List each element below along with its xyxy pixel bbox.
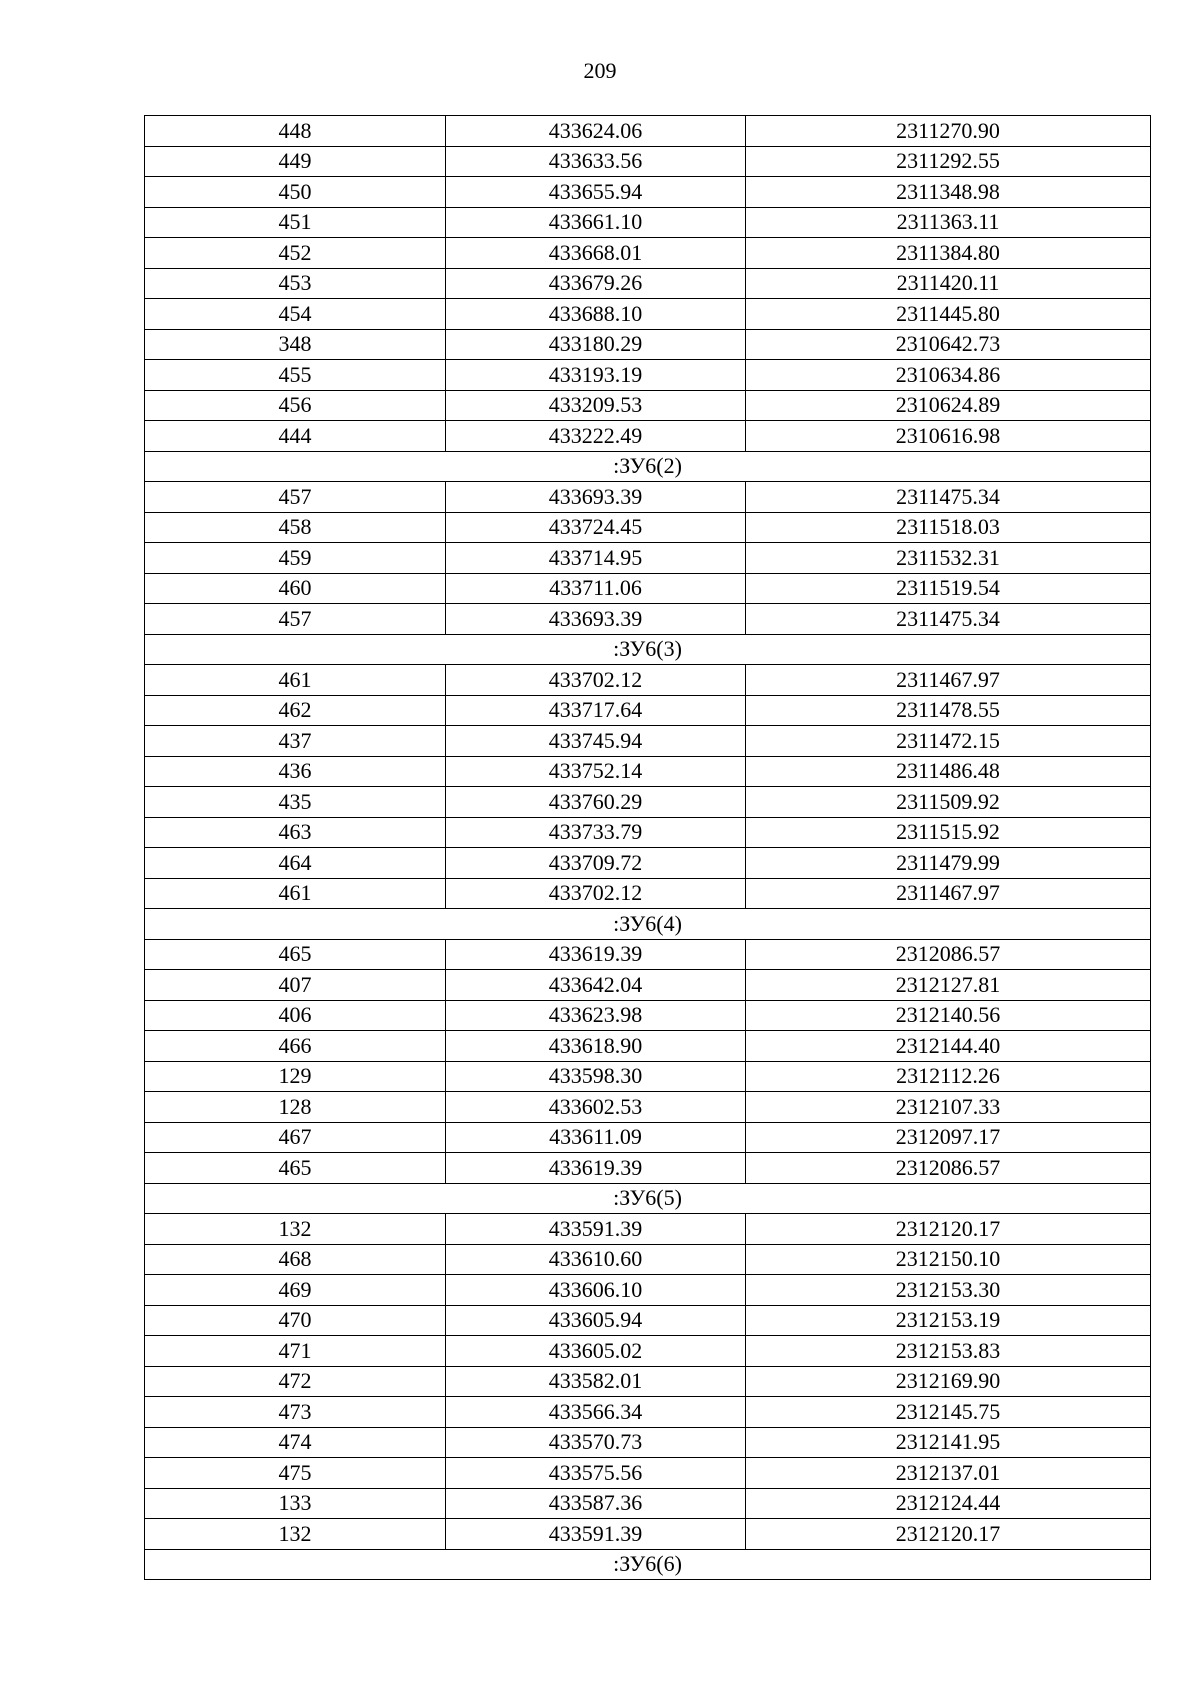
section-label: :ЗУ6(4) (145, 909, 1151, 940)
point-number-cell: 458 (145, 512, 446, 543)
y-coordinate-cell: 2312112.26 (746, 1061, 1151, 1092)
point-number-cell: 469 (145, 1275, 446, 1306)
y-coordinate-cell: 2311479.99 (746, 848, 1151, 879)
x-coordinate-cell: 433711.06 (446, 573, 746, 604)
y-coordinate-cell: 2311420.11 (746, 268, 1151, 299)
x-coordinate-cell: 433693.39 (446, 482, 746, 513)
table-row (145, 421, 1151, 452)
y-coordinate-cell: 2311509.92 (746, 787, 1151, 818)
section-header-row (145, 634, 1151, 665)
y-coordinate-cell: 2311486.48 (746, 756, 1151, 787)
x-coordinate-cell: 433693.39 (446, 604, 746, 635)
table-row (145, 726, 1151, 757)
x-coordinate-cell: 433619.39 (446, 1153, 746, 1184)
table-row (145, 878, 1151, 909)
table-row (145, 177, 1151, 208)
point-number-cell: 435 (145, 787, 446, 818)
y-coordinate-cell: 2311515.92 (746, 817, 1151, 848)
y-coordinate-cell: 2312150.10 (746, 1244, 1151, 1275)
y-coordinate-cell: 2311467.97 (746, 878, 1151, 909)
section-header-row (145, 909, 1151, 940)
table-row (145, 329, 1151, 360)
y-coordinate-cell: 2312120.17 (746, 1214, 1151, 1245)
y-coordinate-cell: 2311478.55 (746, 695, 1151, 726)
table-row (145, 1519, 1151, 1550)
x-coordinate-cell: 433714.95 (446, 543, 746, 574)
table-row (145, 1427, 1151, 1458)
y-coordinate-cell: 2312086.57 (746, 1153, 1151, 1184)
page-number: 209 (583, 58, 617, 83)
y-coordinate-cell: 2311475.34 (746, 604, 1151, 635)
point-number-cell: 451 (145, 207, 446, 238)
table-row (145, 1458, 1151, 1489)
x-coordinate-cell: 433655.94 (446, 177, 746, 208)
y-coordinate-cell: 2312169.90 (746, 1366, 1151, 1397)
x-coordinate-cell: 433193.19 (446, 360, 746, 391)
point-number-cell: 463 (145, 817, 446, 848)
x-coordinate-cell: 433611.09 (446, 1122, 746, 1153)
y-coordinate-cell: 2312153.19 (746, 1305, 1151, 1336)
point-number-cell: 436 (145, 756, 446, 787)
x-coordinate-cell: 433623.98 (446, 1000, 746, 1031)
x-coordinate-cell: 433605.02 (446, 1336, 746, 1367)
y-coordinate-cell: 2310642.73 (746, 329, 1151, 360)
table-row (145, 1000, 1151, 1031)
x-coordinate-cell: 433602.53 (446, 1092, 746, 1123)
table-row (145, 299, 1151, 330)
point-number-cell: 468 (145, 1244, 446, 1275)
y-coordinate-cell: 2312124.44 (746, 1488, 1151, 1519)
point-number-cell: 455 (145, 360, 446, 391)
point-number-cell: 459 (145, 543, 446, 574)
table-row (145, 1092, 1151, 1123)
x-coordinate-cell: 433633.56 (446, 146, 746, 177)
x-coordinate-cell: 433702.12 (446, 878, 746, 909)
table-row (145, 695, 1151, 726)
y-coordinate-cell: 2312137.01 (746, 1458, 1151, 1489)
table-row (145, 1244, 1151, 1275)
y-coordinate-cell: 2310634.86 (746, 360, 1151, 391)
table-row (145, 1214, 1151, 1245)
point-number-cell: 465 (145, 939, 446, 970)
y-coordinate-cell: 2311363.11 (746, 207, 1151, 238)
y-coordinate-cell: 2311270.90 (746, 116, 1151, 147)
table-row (145, 817, 1151, 848)
x-coordinate-cell: 433668.01 (446, 238, 746, 269)
table-row (145, 146, 1151, 177)
x-coordinate-cell: 433575.56 (446, 1458, 746, 1489)
x-coordinate-cell: 433752.14 (446, 756, 746, 787)
x-coordinate-cell: 433661.10 (446, 207, 746, 238)
section-label: :ЗУ6(3) (145, 634, 1151, 665)
x-coordinate-cell: 433222.49 (446, 421, 746, 452)
section-label: :ЗУ6(5) (145, 1183, 1151, 1214)
x-coordinate-cell: 433717.64 (446, 695, 746, 726)
x-coordinate-cell: 433566.34 (446, 1397, 746, 1428)
table-row (145, 1336, 1151, 1367)
point-number-cell: 457 (145, 604, 446, 635)
y-coordinate-cell: 2312145.75 (746, 1397, 1151, 1428)
table-row (145, 1061, 1151, 1092)
point-number-cell: 406 (145, 1000, 446, 1031)
y-coordinate-cell: 2311475.34 (746, 482, 1151, 513)
point-number-cell: 444 (145, 421, 446, 452)
point-number-cell: 407 (145, 970, 446, 1001)
point-number-cell: 473 (145, 1397, 446, 1428)
table-row (145, 848, 1151, 879)
point-number-cell: 475 (145, 1458, 446, 1489)
y-coordinate-cell: 2310616.98 (746, 421, 1151, 452)
point-number-cell: 132 (145, 1519, 446, 1550)
y-coordinate-cell: 2312086.57 (746, 939, 1151, 970)
table-row (145, 939, 1151, 970)
point-number-cell: 454 (145, 299, 446, 330)
table-row (145, 207, 1151, 238)
table-row (145, 543, 1151, 574)
point-number-cell: 460 (145, 573, 446, 604)
table-row (145, 1305, 1151, 1336)
point-number-cell: 456 (145, 390, 446, 421)
x-coordinate-cell: 433582.01 (446, 1366, 746, 1397)
point-number-cell: 132 (145, 1214, 446, 1245)
table-row (145, 1153, 1151, 1184)
point-number-cell: 462 (145, 695, 446, 726)
y-coordinate-cell: 2311384.80 (746, 238, 1151, 269)
x-coordinate-cell: 433591.39 (446, 1519, 746, 1550)
x-coordinate-cell: 433570.73 (446, 1427, 746, 1458)
point-number-cell: 466 (145, 1031, 446, 1062)
table-row (145, 268, 1151, 299)
y-coordinate-cell: 2310624.89 (746, 390, 1151, 421)
x-coordinate-cell: 433642.04 (446, 970, 746, 1001)
point-number-cell: 437 (145, 726, 446, 757)
table-row (145, 756, 1151, 787)
table-row (145, 1122, 1151, 1153)
table-row (145, 665, 1151, 696)
table-row (145, 1488, 1151, 1519)
y-coordinate-cell: 2312144.40 (746, 1031, 1151, 1062)
table-row (145, 970, 1151, 1001)
point-number-cell: 461 (145, 665, 446, 696)
point-number-cell: 465 (145, 1153, 446, 1184)
table-row (145, 360, 1151, 391)
point-number-cell: 471 (145, 1336, 446, 1367)
point-number-cell: 133 (145, 1488, 446, 1519)
point-number-cell: 450 (145, 177, 446, 208)
x-coordinate-cell: 433619.39 (446, 939, 746, 970)
table-row (145, 1031, 1151, 1062)
y-coordinate-cell: 2311472.15 (746, 726, 1151, 757)
x-coordinate-cell: 433760.29 (446, 787, 746, 818)
x-coordinate-cell: 433598.30 (446, 1061, 746, 1092)
point-number-cell: 472 (145, 1366, 446, 1397)
x-coordinate-cell: 433745.94 (446, 726, 746, 757)
y-coordinate-cell: 2312141.95 (746, 1427, 1151, 1458)
y-coordinate-cell: 2311467.97 (746, 665, 1151, 696)
y-coordinate-cell: 2312107.33 (746, 1092, 1151, 1123)
table-row (145, 116, 1151, 147)
y-coordinate-cell: 2312140.56 (746, 1000, 1151, 1031)
x-coordinate-cell: 433733.79 (446, 817, 746, 848)
table-row (145, 512, 1151, 543)
point-number-cell: 348 (145, 329, 446, 360)
y-coordinate-cell: 2311532.31 (746, 543, 1151, 574)
point-number-cell: 461 (145, 878, 446, 909)
point-number-cell: 467 (145, 1122, 446, 1153)
y-coordinate-cell: 2312127.81 (746, 970, 1151, 1001)
y-coordinate-cell: 2311445.80 (746, 299, 1151, 330)
x-coordinate-cell: 433709.72 (446, 848, 746, 879)
table-row (145, 1397, 1151, 1428)
table-row (145, 390, 1151, 421)
x-coordinate-cell: 433618.90 (446, 1031, 746, 1062)
table-row (145, 482, 1151, 513)
x-coordinate-cell: 433624.06 (446, 116, 746, 147)
y-coordinate-cell: 2312097.17 (746, 1122, 1151, 1153)
table-row (145, 573, 1151, 604)
point-number-cell: 470 (145, 1305, 446, 1336)
x-coordinate-cell: 433679.26 (446, 268, 746, 299)
point-number-cell: 452 (145, 238, 446, 269)
point-number-cell: 448 (145, 116, 446, 147)
x-coordinate-cell: 433606.10 (446, 1275, 746, 1306)
point-number-cell: 129 (145, 1061, 446, 1092)
table-row (145, 1275, 1151, 1306)
x-coordinate-cell: 433688.10 (446, 299, 746, 330)
x-coordinate-cell: 433702.12 (446, 665, 746, 696)
y-coordinate-cell: 2311518.03 (746, 512, 1151, 543)
x-coordinate-cell: 433180.29 (446, 329, 746, 360)
coordinates-table-body (145, 116, 1151, 1580)
y-coordinate-cell: 2311519.54 (746, 573, 1151, 604)
point-number-cell: 464 (145, 848, 446, 879)
table-row (145, 787, 1151, 818)
point-number-cell: 128 (145, 1092, 446, 1123)
point-number-cell: 474 (145, 1427, 446, 1458)
x-coordinate-cell: 433591.39 (446, 1214, 746, 1245)
section-header-row (145, 1183, 1151, 1214)
section-label: :ЗУ6(6) (145, 1549, 1151, 1580)
y-coordinate-cell: 2312120.17 (746, 1519, 1151, 1550)
y-coordinate-cell: 2312153.83 (746, 1336, 1151, 1367)
x-coordinate-cell: 433605.94 (446, 1305, 746, 1336)
y-coordinate-cell: 2311292.55 (746, 146, 1151, 177)
x-coordinate-cell: 433209.53 (446, 390, 746, 421)
y-coordinate-cell: 2312153.30 (746, 1275, 1151, 1306)
table-row (145, 1366, 1151, 1397)
x-coordinate-cell: 433610.60 (446, 1244, 746, 1275)
table-row (145, 238, 1151, 269)
point-number-cell: 449 (145, 146, 446, 177)
point-number-cell: 453 (145, 268, 446, 299)
table-row (145, 604, 1151, 635)
section-header-row (145, 451, 1151, 482)
y-coordinate-cell: 2311348.98 (746, 177, 1151, 208)
x-coordinate-cell: 433724.45 (446, 512, 746, 543)
x-coordinate-cell: 433587.36 (446, 1488, 746, 1519)
section-label: :ЗУ6(2) (145, 451, 1151, 482)
section-header-row (145, 1549, 1151, 1580)
point-number-cell: 457 (145, 482, 446, 513)
coordinates-table (144, 115, 1151, 1580)
